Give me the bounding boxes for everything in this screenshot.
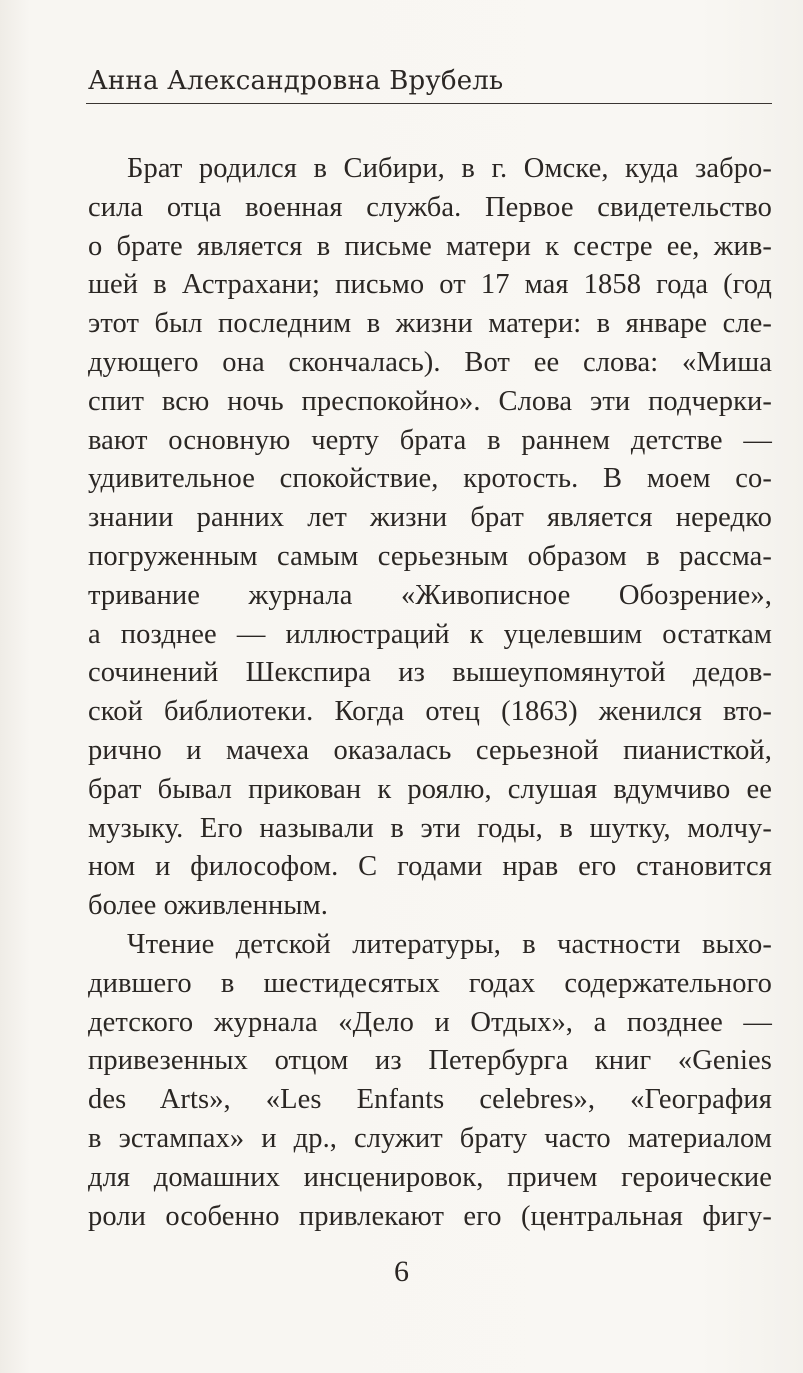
header-rule xyxy=(86,103,772,104)
page-number: 6 xyxy=(394,1255,409,1288)
text-line: дующего она скончалась). Вот ее слова: «Миша xyxy=(88,346,772,378)
text-line: знании ранних лет жизни брат является нередко xyxy=(88,502,772,534)
text-line: ской библиотеки. Когда отец (1863) женился вто- xyxy=(88,696,772,728)
text-line: Чтение детской литературы, в частности выхо- xyxy=(127,928,772,960)
text-line: погруженным самым серьезным образом в рассма- xyxy=(88,540,772,572)
text-line: для домашних инсценировок, причем героические xyxy=(88,1161,772,1193)
text-line: детского журнала «Дело и Отдых», а позднее — xyxy=(88,1006,772,1038)
text-line: тривание журнала «Живописное Обозрение», xyxy=(88,579,772,611)
text-line: этот был последним в жизни матери: в январе сле- xyxy=(88,308,772,340)
text-line: более оживленным. xyxy=(88,890,328,922)
text-line: удивительное спокойствие, кротость. В моем со- xyxy=(88,463,772,495)
body-text xyxy=(88,150,772,1236)
text-line: Брат родился в Сибири, в г. Омске, куда забро- xyxy=(127,153,772,184)
paragraph-1 xyxy=(88,150,772,926)
text-line: сочинений Шекспира из вышеупомянутой дедов- xyxy=(88,657,772,689)
text-line: брат бывал прикован к роялю, слушая вдумчиво ее xyxy=(88,773,772,805)
text-line: сила отца военная служба. Первое свидетельство xyxy=(88,191,772,223)
text-line: рично и мачеха оказалась серьезной пианисткой, xyxy=(88,734,772,766)
text-line: ном и философом. С годами нрав его становится xyxy=(88,851,772,883)
text-line: а позднее — иллюстраций к уцелевшим остаткам xyxy=(88,618,772,650)
text-line: в эстампах» и др., служит брату часто материалом xyxy=(88,1122,772,1154)
text-line: о брате является в письме матери к сестре ее, жив- xyxy=(88,230,772,262)
text-line: шей в Астрахани; письмо от 17 мая 1858 года (год xyxy=(88,269,772,301)
text-line: музыку. Его называли в эти годы, в шутку, молчу- xyxy=(88,812,772,844)
text-line: des Arts», «Les Enfants celebres», «География xyxy=(88,1084,772,1116)
paragraph-2 xyxy=(88,926,772,1236)
text-line: вают основную черту брата в раннем детстве — xyxy=(88,424,772,456)
running-header: Анна Александровна Врубель xyxy=(88,66,504,96)
text-line: дившего в шестидесятых годах содержательного xyxy=(88,967,772,999)
text-line: спит всю ночь преспокойно». Слова эти подчерки- xyxy=(88,385,772,417)
text-line: привезенных отцом из Петербурга книг «Genies xyxy=(88,1045,772,1077)
text-line: роли особенно привлекают его (центральная фигу- xyxy=(88,1200,772,1232)
